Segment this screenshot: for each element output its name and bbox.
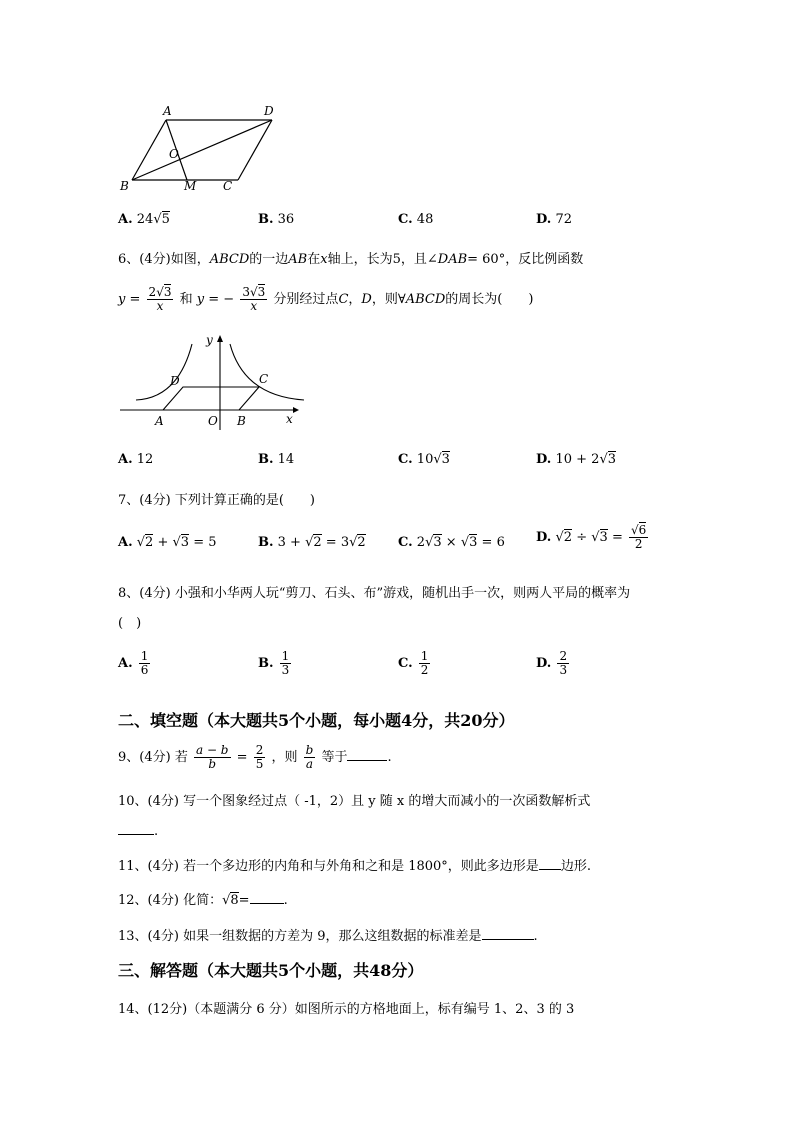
label-A: A xyxy=(163,104,172,118)
label-C: C xyxy=(223,179,233,193)
label-x: x xyxy=(286,412,293,426)
option-text: 36 xyxy=(277,212,295,227)
q5-option-d[interactable] xyxy=(536,212,572,227)
q7-option-d[interactable]: D. √2 ÷ √3 = $\frac{√6}{2}$ xyxy=(536,523,647,552)
q8-option-a[interactable]: A. $\frac{1}{6}$ xyxy=(118,649,149,678)
label-C: C xyxy=(259,372,269,386)
q7-option-b[interactable]: B. 3 + √2 = 3√2 xyxy=(258,535,366,550)
option-text: 48 xyxy=(416,212,434,227)
answer-blank[interactable] xyxy=(482,927,534,940)
q11: 11、(4分) 若一个多边形的内角和与外角和之和是 1800°，则此多边形是 边形. xyxy=(118,859,591,874)
answer-blank[interactable] xyxy=(347,748,387,761)
label-B: B xyxy=(120,179,129,193)
answer-blank[interactable] xyxy=(250,891,284,904)
option-radicand: 5 xyxy=(161,212,170,227)
q12: 12、(4分) 化简：√8= . xyxy=(118,893,288,908)
answer-blank[interactable] xyxy=(539,857,561,870)
q13: 13、(4分) 如果一组数据的方差为 9，那么这组数据的标准差是 . xyxy=(118,929,538,944)
section-heading-solutions: 三、解答题（本大题共5个小题，共48分） xyxy=(118,961,424,980)
q8-option-d[interactable]: D. $\frac{2}{3}$ xyxy=(536,649,568,678)
q10-line1: 10、(4分) 写一个图象经过点（ -1，2）且 y 随 x 的增大而减小的一次函数解析式 xyxy=(118,794,591,809)
label-O: O xyxy=(169,147,179,161)
q14: 14、(12分)（本题满分 6 分）如图所示的方格地面上，标有编号 1、2、3 的 3 xyxy=(118,1002,575,1017)
section-heading-fill-in: 二、填空题（本大题共5个小题，每小题4分，共20分） xyxy=(118,711,515,730)
q10-line2: . xyxy=(118,822,158,839)
q8-stem-line1: 8、(4分) 小强和小华两人玩“剪刀、石头、布”游戏，随机出手一次，则两人平局的概率为 xyxy=(118,586,631,601)
q6-functions: y = $\frac{2√3}{x}$ 和 y = − $\frac{3√3}{x}$ 分别经过点C，D，则∀ABCD的周长为( ) xyxy=(118,285,534,314)
q9: 9、(4分) 若 $\frac{a - b}{b}$ = $\frac{2}{5}$ ，则 $\frac{b}{a}$ 等于 . xyxy=(118,743,392,772)
q7-option-a[interactable]: A. √2 + √3 = 5 xyxy=(118,535,217,550)
label-y: y xyxy=(206,333,213,347)
option-text: 72 xyxy=(555,212,573,227)
q6-option-d[interactable]: D. 10 + 2√3 xyxy=(536,452,617,467)
label-D: D xyxy=(264,104,274,118)
q6-stem: 6、(4分)如图，ABCD的一边AB在x轴上，长为5，且∠DAB= 60°，反比例函数 xyxy=(118,252,584,267)
q6-option-c[interactable]: C. 10√3 xyxy=(398,452,450,467)
answer-blank[interactable] xyxy=(118,822,154,835)
option-letter: B. xyxy=(258,212,274,227)
q5-option-b[interactable] xyxy=(258,212,294,227)
q8-stem-line2: ( ) xyxy=(118,616,142,631)
option-coef: 24 xyxy=(136,212,154,227)
label-B: B xyxy=(237,414,246,428)
fraction: $\frac{√6}{2}$ xyxy=(630,523,647,552)
option-letter: C. xyxy=(398,212,413,227)
option-letter: A. xyxy=(118,212,133,227)
label-M: M xyxy=(184,179,197,193)
q7-option-c[interactable]: C. 2√3 × √3 = 6 xyxy=(398,535,505,550)
label-D: D xyxy=(170,374,180,388)
fraction: $\frac{3√3}{x}$ xyxy=(242,285,266,314)
parallelogram-figure xyxy=(112,100,292,195)
label-O: O xyxy=(208,414,218,428)
q5-option-a[interactable]: A. 24√5 xyxy=(118,212,170,227)
q8-option-b[interactable]: B. $\frac{1}{3}$ xyxy=(258,649,290,678)
label-A: A xyxy=(155,414,164,428)
q7-stem: 7、(4分) 下列计算正确的是( ) xyxy=(118,493,315,508)
option-letter: D. xyxy=(536,212,552,227)
q6-option-a[interactable]: A. 12 xyxy=(118,452,154,467)
fraction: $\frac{2√3}{x}$ xyxy=(148,285,172,314)
q8-option-c[interactable]: C. $\frac{1}{2}$ xyxy=(398,649,429,678)
hyperbola-figure xyxy=(118,332,308,432)
q6-option-b[interactable]: B. 14 xyxy=(258,452,295,467)
q5-option-c[interactable] xyxy=(398,212,433,227)
